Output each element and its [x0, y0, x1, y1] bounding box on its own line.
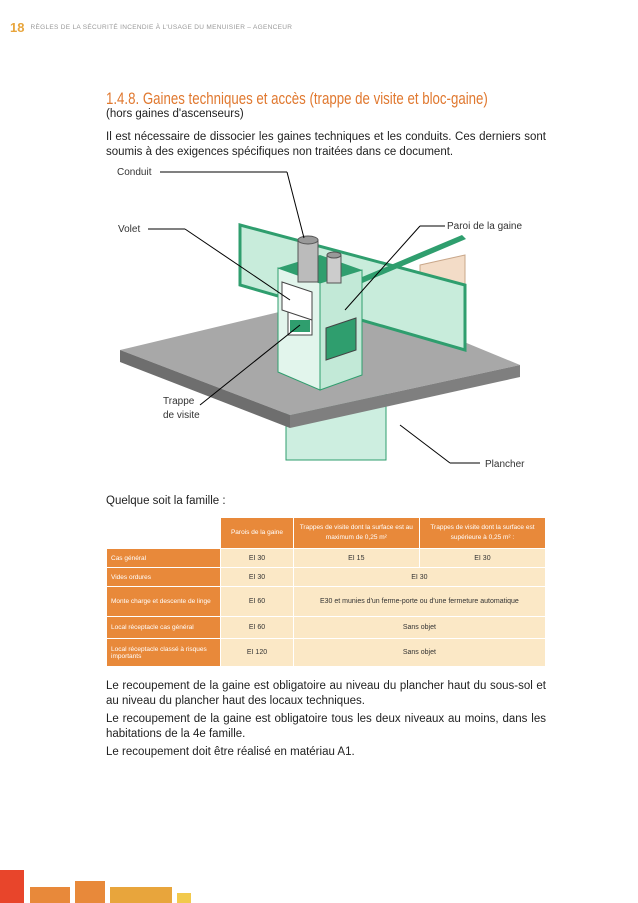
- label-paroi: Paroi de la gaine: [447, 221, 523, 232]
- label-conduit: Conduit: [117, 167, 152, 178]
- label-trappe-line1: Trappe: [163, 396, 195, 407]
- footer-bar-amber: [75, 881, 105, 903]
- row-label: Local réceptacle cas général: [107, 617, 221, 639]
- col-header-parois: Parois de la gaine: [221, 518, 294, 549]
- row-label: Monte charge et descente de linge: [107, 587, 221, 617]
- table-row: [107, 639, 546, 667]
- cell-large-hatch: EI 30: [419, 549, 545, 568]
- intro-paragraph: Il est nécessaire de dissocier les gaines techniques et les conduits. Ces derniers sont soumis à des exigences spécifiques non traitées dans ce document.: [106, 131, 546, 158]
- cell-parois: EI 30: [221, 549, 294, 568]
- cell-small-hatch: EI 15: [293, 549, 419, 568]
- col-header-large-hatch: Trappes de visite dont la surface est supérieure à 0,25 m² :: [419, 518, 545, 549]
- footer-bar-orange: [30, 887, 70, 903]
- cell-parois: EI 30: [221, 568, 294, 587]
- section-subtitle: (hors gaines d'ascenseurs): [106, 108, 244, 120]
- row-label: Vides ordures: [107, 568, 221, 587]
- page-number: 18: [10, 20, 25, 35]
- footer-bar-red: [0, 870, 24, 903]
- page-header: [10, 20, 292, 35]
- row-label: Cas général: [107, 549, 221, 568]
- label-plancher: Plancher: [485, 459, 525, 470]
- row-label: Local réceptacle classé à risques importants: [107, 639, 221, 667]
- cell-hatches: Sans objet: [293, 639, 545, 667]
- table-row: [107, 587, 546, 617]
- footer-bar-gold: [110, 887, 172, 903]
- fire-rating-table: [106, 517, 546, 667]
- running-title: RÈGLES DE LA SÉCURITÉ INCENDIE À L'USAGE DU MENUISIER – AGENCEUR: [30, 24, 293, 31]
- label-volet: Volet: [118, 224, 141, 235]
- shaft-diagram: [90, 160, 550, 480]
- table-header-row: [107, 518, 546, 549]
- cell-hatches: EI 30: [293, 568, 545, 587]
- col-header-small-hatch: Trappes de visite dont la surface est au maximum de 0,25 m²: [293, 518, 419, 549]
- body-paragraph-1: Le recoupement de la gaine est obligatoire au niveau du plancher haut du sous-sol et au niveau du plancher haut des locaux techniques.: [106, 680, 546, 707]
- conduit-pipe: [298, 240, 318, 282]
- footer-bar-yellow: [177, 893, 191, 903]
- cell-parois: EI 120: [221, 639, 294, 667]
- small-conduit: [327, 255, 341, 283]
- cell-hatches: Sans objet: [293, 617, 545, 639]
- label-trappe-line2: de visite: [163, 410, 200, 421]
- table-corner: [107, 518, 221, 549]
- body-paragraph-2: Le recoupement de la gaine est obligatoire tous les deux niveaux au moins, dans les habitations de la 4e famille.: [106, 713, 546, 740]
- table-row: [107, 549, 546, 568]
- small-conduit-top: [327, 252, 341, 258]
- conduit-top: [298, 236, 318, 244]
- cell-parois: EI 60: [221, 587, 294, 617]
- cell-hatches: E30 et munies d'un ferme-porte ou d'une fermeture automatique: [293, 587, 545, 617]
- leader-conduit: [287, 172, 304, 238]
- cell-parois: EI 60: [221, 617, 294, 639]
- body-paragraph-3: Le recoupement doit être réalisé en matériau A1.: [106, 746, 355, 758]
- table-intro: Quelque soit la famille :: [106, 495, 226, 507]
- table-row: [107, 568, 546, 587]
- table-row: [107, 617, 546, 639]
- section-title: 1.4.8. Gaines techniques et accès (trappe de visite et bloc-gaine): [106, 89, 488, 108]
- leader-plancher: [400, 425, 450, 463]
